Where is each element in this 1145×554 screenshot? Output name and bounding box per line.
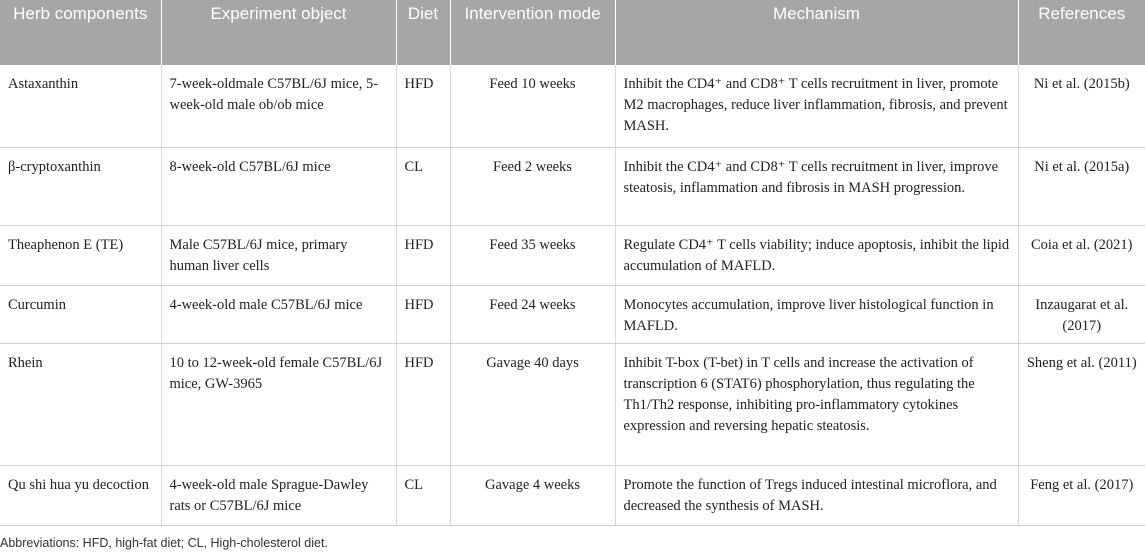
herb-cell: Theaphenon E (TE) xyxy=(0,225,161,285)
mechanism-cell: Regulate CD4⁺ T cells viability; induce apoptosis, inhibit the lipid accumulation of MAFLD. xyxy=(615,225,1018,285)
header-intervention-mode: Intervention mode xyxy=(450,0,615,65)
diet-cell: CL xyxy=(396,465,450,525)
herb-cell: Curcumin xyxy=(0,285,161,343)
abbreviations-footnote: Abbreviations: HFD, high-fat diet; CL, High-cholesterol diet. xyxy=(0,536,328,550)
experiment-object-cell: 4-week-old male Sprague-Dawley rats or C57BL/6J mice xyxy=(161,465,396,525)
intervention-mode-cell: Feed 2 weeks xyxy=(450,147,615,225)
experiment-object-cell: Male C57BL/6J mice, primary human liver cells xyxy=(161,225,396,285)
table-row xyxy=(0,285,1145,343)
experiment-object-cell: 7-week-oldmale C57BL/6J mice, 5-week-old male ob/ob mice xyxy=(161,65,396,147)
header-diet: Diet xyxy=(396,0,450,65)
diet-cell: CL xyxy=(396,147,450,225)
diet-cell: HFD xyxy=(396,343,450,465)
header-references: References xyxy=(1018,0,1145,65)
herb-cell: Rhein xyxy=(0,343,161,465)
intervention-mode-cell: Feed 10 weeks xyxy=(450,65,615,147)
experiment-object-cell: 4-week-old male C57BL/6J mice xyxy=(161,285,396,343)
reference-cell: Ni et al. (2015a) xyxy=(1018,147,1145,225)
header-mechanism: Mechanism xyxy=(615,0,1018,65)
mechanism-cell: Promote the function of Tregs induced intestinal microflora, and decreased the synthesis of MASH. xyxy=(615,465,1018,525)
table-row xyxy=(0,147,1145,225)
reference-cell: Coia et al. (2021) xyxy=(1018,225,1145,285)
reference-cell: Inzaugarat et al. (2017) xyxy=(1018,285,1145,343)
intervention-mode-cell: Feed 35 weeks xyxy=(450,225,615,285)
header-row xyxy=(0,0,1145,65)
mechanism-cell: Inhibit the CD4⁺ and CD8⁺ T cells recruitment in liver, improve steatosis, inflammation and fibrosis in MASH progression. xyxy=(615,147,1018,225)
table-row xyxy=(0,465,1145,525)
experiment-object-cell: 10 to 12-week-old female C57BL/6J mice, GW-3965 xyxy=(161,343,396,465)
reference-cell: Feng et al. (2017) xyxy=(1018,465,1145,525)
intervention-mode-cell: Feed 24 weeks xyxy=(450,285,615,343)
herb-cell: Astaxanthin xyxy=(0,65,161,147)
herb-cell: β-cryptoxanthin xyxy=(0,147,161,225)
table-row xyxy=(0,343,1145,465)
table-row xyxy=(0,65,1145,147)
herb-cell: Qu shi hua yu decoction xyxy=(0,465,161,525)
mechanism-cell: Monocytes accumulation, improve liver histological function in MAFLD. xyxy=(615,285,1018,343)
experiment-object-cell: 8-week-old C57BL/6J mice xyxy=(161,147,396,225)
intervention-mode-cell: Gavage 4 weeks xyxy=(450,465,615,525)
reference-cell: Sheng et al. (2011) xyxy=(1018,343,1145,465)
diet-cell: HFD xyxy=(396,65,450,147)
diet-cell: HFD xyxy=(396,225,450,285)
mechanism-cell: Inhibit T-box (T-bet) in T cells and increase the activation of transcription 6 (STAT6) phosphorylation, thus regulating the Th1/Th2 response, inhibiting pro-inflammatory cytokines expression and reversing hepatic steatosis. xyxy=(615,343,1018,465)
mechanism-cell: Inhibit the CD4⁺ and CD8⁺ T cells recruitment in liver, promote M2 macrophages, reduce liver inflammation, fibrosis, and prevent MASH. xyxy=(615,65,1018,147)
intervention-mode-cell: Gavage 40 days xyxy=(450,343,615,465)
table-row xyxy=(0,225,1145,285)
header-experiment-object: Experiment object xyxy=(161,0,396,65)
reference-cell: Ni et al. (2015b) xyxy=(1018,65,1145,147)
diet-cell: HFD xyxy=(396,285,450,343)
header-herb-components: Herb components xyxy=(0,0,161,65)
